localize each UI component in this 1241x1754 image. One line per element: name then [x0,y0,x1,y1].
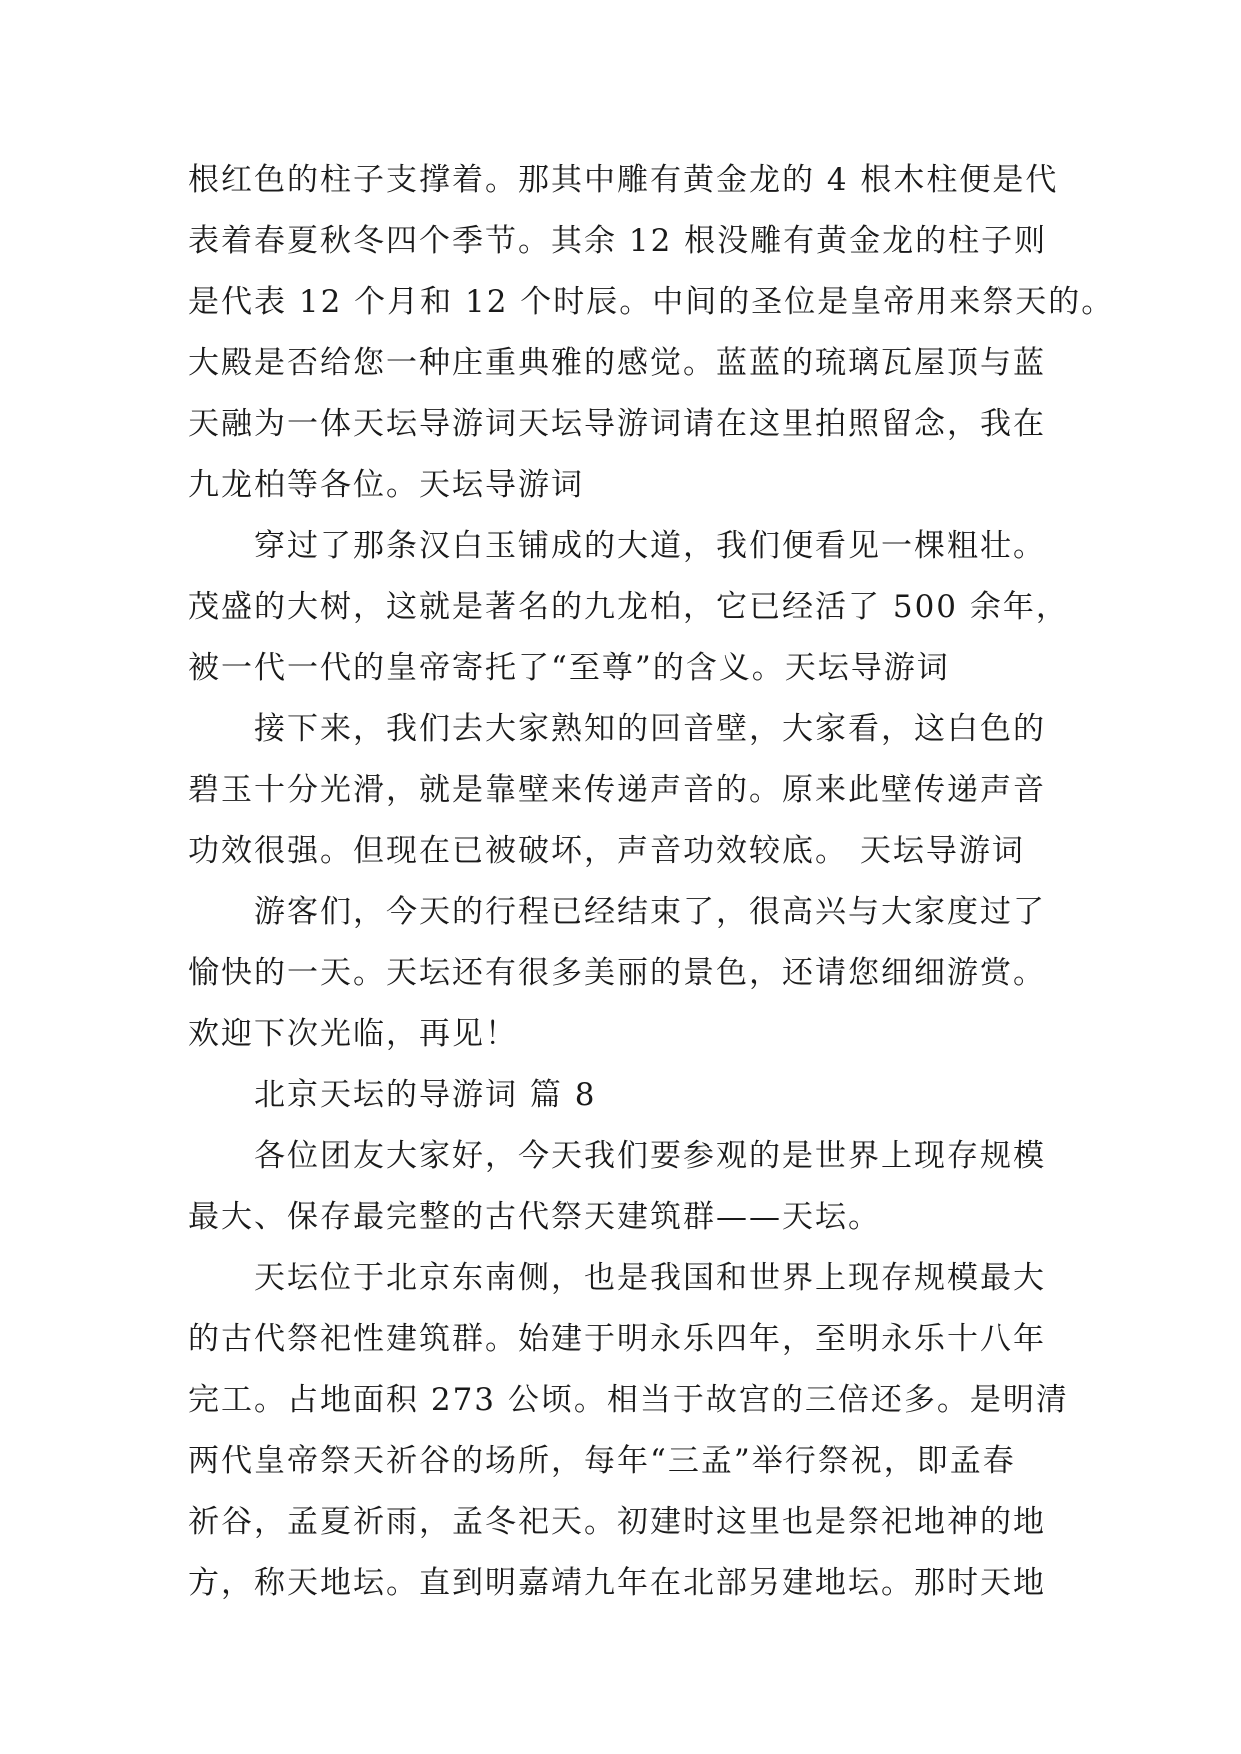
text-line: 游客们，今天的行程已经结束了，很高兴与大家度过了 [188,894,1046,930]
text-line: 天融为一体天坛导游词天坛导游词请在这里拍照留念，我在 [188,406,1046,442]
text-line: 碧玉十分光滑，就是靠壁来传递声音的。原来此壁传递声音 [188,772,1046,808]
text-line: 九龙柏等各位。天坛导游词 [188,467,584,503]
text-line: 是代表 12 个月和 12 个时辰。中间的圣位是皇帝用来祭天的。 [188,284,1115,320]
text-line: 的古代祭祀性建筑群。始建于明永乐四年，至明永乐十八年 [188,1321,1046,1357]
text-line: 功效很强。但现在已被破坏，声音功效较底。 天坛导游词 [188,833,1025,869]
text-line: 欢迎下次光临，再见！ [188,1016,518,1052]
text-line: 愉快的一天。天坛还有很多美丽的景色，还请您细细游赏。 [188,955,1046,991]
text-line: 天坛位于北京东南侧，也是我国和世界上现存规模最大 [188,1260,1046,1296]
text-line: 两代皇帝祭天祈谷的场所，每年“三孟”举行祭祝，即孟春 [188,1443,1016,1479]
text-line: 各位团友大家好，今天我们要参观的是世界上现存规模 [188,1138,1046,1174]
section-heading: 北京天坛的导游词 篇 8 [188,1077,597,1113]
text-line: 完工。占地面积 273 公顷。相当于故宫的三倍还多。是明清 [188,1382,1069,1418]
text-line: 方，称天地坛。直到明嘉靖九年在北部另建地坛。那时天地 [188,1565,1046,1601]
text-line: 茂盛的大树，这就是著名的九龙柏，它已经活了 500 余年， [188,589,1069,625]
text-line: 穿过了那条汉白玉铺成的大道，我们便看见一棵粗壮。 [188,528,1046,564]
document-body [188,150,1115,1614]
text-line: 接下来，我们去大家熟知的回音壁，大家看，这白色的 [188,711,1046,747]
text-line: 大殿是否给您一种庄重典雅的感觉。蓝蓝的琉璃瓦屋顶与蓝 [188,345,1046,381]
text-line: 根红色的柱子支撑着。那其中雕有黄金龙的 4 根木柱便是代 [188,162,1059,198]
text-line: 表着春夏秋冬四个季节。其余 12 根没雕有黄金龙的柱子则 [188,223,1048,259]
text-line: 最大、保存最完整的古代祭天建筑群——天坛。 [188,1199,881,1235]
text-line: 祈谷，孟夏祈雨，孟冬祀天。初建时这里也是祭祀地神的地 [188,1504,1046,1540]
text-line: 被一代一代的皇帝寄托了“至尊”的含义。天坛导游词 [188,650,950,686]
